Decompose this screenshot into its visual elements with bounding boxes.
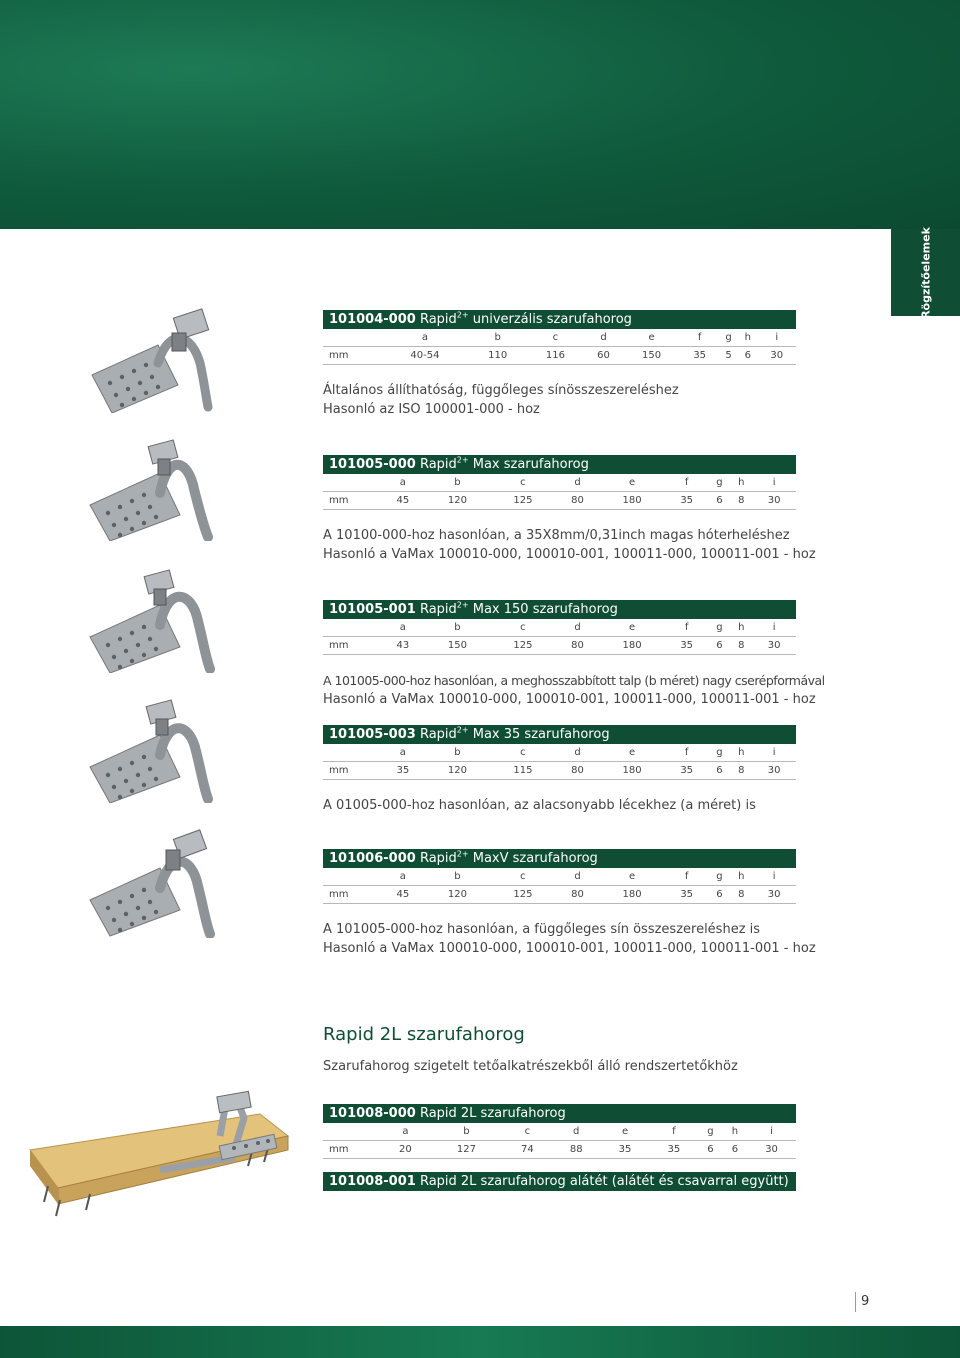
column-header: g: [716, 747, 723, 758]
table-cell: 6: [716, 889, 723, 900]
table-cell: 74: [521, 1144, 534, 1155]
column-header: e: [629, 477, 636, 488]
column-header: h: [738, 477, 745, 488]
table-cell: 35: [618, 1144, 632, 1155]
column-header: e: [629, 747, 636, 758]
column-header: d: [574, 871, 581, 882]
table-cell: 60: [597, 350, 610, 361]
table-cell: 40-54: [410, 350, 440, 361]
column-header: b: [454, 747, 461, 758]
table-row-values: [323, 886, 796, 904]
product-name-superscript: 2+: [456, 849, 469, 859]
rapid-2l-hook-on-board-image: [20, 1088, 300, 1233]
column-header: d: [574, 477, 581, 488]
dimension-table: [323, 1123, 796, 1159]
product-code: 101005-003: [329, 727, 416, 742]
dimension-table: [323, 474, 796, 510]
product-header: [323, 310, 796, 329]
rafter-hook-image-4: [88, 695, 218, 803]
table-cell: 8: [738, 640, 745, 651]
table-cell: 30: [770, 350, 784, 361]
product-header: [323, 600, 796, 619]
unit-cell: mm: [329, 1144, 349, 1155]
footer-banner: [0, 1326, 960, 1358]
table-cell: 80: [571, 765, 584, 776]
product-block-101008-000: [323, 1104, 796, 1159]
unit-cell: mm: [329, 765, 349, 776]
product-name-superscript: 2+: [456, 310, 469, 320]
column-header: h: [738, 622, 745, 633]
column-header: i: [772, 477, 776, 488]
product-name: Rapid: [419, 602, 457, 617]
table-cell: [323, 619, 381, 637]
product-block-101005-001: [323, 600, 796, 655]
product-name-suffix: univerzális szarufahorog: [472, 312, 632, 327]
rafter-hook-image-3: [88, 565, 218, 673]
column-header: g: [725, 332, 732, 343]
table-cell: 43: [396, 640, 410, 651]
column-header: d: [574, 747, 581, 758]
table-cell: 110: [488, 350, 508, 361]
dimension-table: [323, 744, 796, 780]
table-cell: 35: [680, 640, 694, 651]
product-name-suffix: MaxV szarufahorog: [472, 851, 598, 866]
table-cell: 45: [396, 495, 410, 506]
product-block-101006-000: [323, 849, 796, 904]
product-name-superscript: 2+: [456, 725, 469, 735]
table-cell: 30: [767, 640, 781, 651]
table-cell: 8: [738, 765, 745, 776]
rafter-hook-image-2: [88, 433, 218, 541]
table-row-values: [323, 492, 796, 510]
table-cell: [323, 868, 381, 886]
column-header: f: [684, 477, 689, 488]
column-header: g: [716, 871, 723, 882]
table-cell: 116: [545, 350, 565, 361]
dimension-table: [323, 329, 796, 365]
table-cell: 6: [744, 350, 751, 361]
column-header: a: [402, 1126, 409, 1137]
column-header: i: [772, 747, 776, 758]
table-cell: 150: [447, 640, 467, 651]
column-header: e: [621, 1126, 629, 1137]
product-name: Rapid 2L szarufahorog alátét (alátét és csavarral együtt): [419, 1174, 789, 1189]
table-cell: 6: [716, 495, 723, 506]
table-cell: 180: [622, 640, 642, 651]
chapter-tab-label: Rögzítőelemek: [919, 226, 932, 319]
table-row-header: [323, 619, 796, 637]
column-header: c: [552, 332, 559, 343]
unit-cell: mm: [329, 495, 349, 506]
product-note: A 101005-000-hoz hasonlóan, a függőleges sín összeszereléshez is: [323, 922, 761, 937]
product-code: 101006-000: [329, 851, 416, 866]
table-cell: 80: [571, 640, 584, 651]
table-cell: 125: [513, 889, 533, 900]
table-cell: 120: [447, 889, 467, 900]
table-row-header: [323, 1123, 796, 1141]
product-name: Rapid 2L szarufahorog: [419, 1106, 566, 1121]
section-subtitle: Szarufahorog szigetelt tetőalkatrészekből álló rendszertetőkhöz: [323, 1059, 738, 1074]
column-header: c: [520, 871, 526, 882]
table-row-values: [323, 347, 796, 365]
product-note: A 101005-000-hoz hasonlóan, a meghosszabbított talp (b méret) nagy cserépformával: [323, 673, 825, 688]
dimension-table: [323, 619, 796, 655]
table-row-values: [323, 762, 796, 780]
column-header: f: [672, 1126, 676, 1137]
product-name: Rapid: [419, 312, 457, 327]
column-header: a: [399, 622, 406, 633]
chapter-tab[interactable]: [891, 226, 960, 319]
product-name: Rapid: [419, 851, 457, 866]
table-cell: 6: [731, 1144, 739, 1155]
table-cell: 80: [571, 889, 584, 900]
column-header: i: [775, 332, 779, 343]
dimension-table: [323, 868, 796, 904]
column-header: h: [731, 1126, 739, 1137]
table-cell: 30: [767, 765, 781, 776]
table-cell: 120: [447, 495, 467, 506]
product-note: Hasonló a VaMax 100010-000, 100010-001, 100011-000, 100011-001 - hoz: [323, 547, 816, 562]
column-header: b: [454, 871, 461, 882]
table-row-header: [323, 329, 796, 347]
table-cell: 80: [571, 495, 584, 506]
product-name-superscript: 2+: [456, 455, 469, 465]
unit-cell: mm: [329, 350, 349, 361]
column-header: d: [600, 332, 607, 343]
rafter-hook-image-5: [88, 828, 218, 938]
column-header: f: [697, 332, 702, 343]
product-header: [323, 725, 796, 744]
column-header: a: [421, 332, 428, 343]
rafter-hook-image-1: [88, 305, 218, 413]
table-cell: [323, 1123, 381, 1141]
table-cell: 6: [707, 1144, 714, 1155]
column-header: c: [520, 477, 526, 488]
column-header: b: [454, 477, 461, 488]
table-cell: 35: [680, 889, 694, 900]
unit-cell: mm: [329, 640, 349, 651]
table-cell: 180: [622, 765, 642, 776]
table-cell: 125: [513, 495, 533, 506]
column-header: f: [684, 622, 689, 633]
column-header: e: [648, 332, 655, 343]
page-number: 9: [855, 1292, 869, 1312]
column-header: b: [454, 622, 461, 633]
product-block-101004-000: [323, 310, 796, 365]
table-cell: 6: [716, 765, 723, 776]
table-cell: 20: [399, 1144, 412, 1155]
column-header: c: [520, 747, 526, 758]
product-code: 101008-001: [329, 1174, 416, 1189]
table-row-header: [323, 744, 796, 762]
table-cell: 30: [765, 1144, 778, 1155]
table-cell: 120: [447, 765, 467, 776]
column-header: a: [399, 477, 406, 488]
unit-cell: mm: [329, 889, 349, 900]
column-header: e: [629, 871, 636, 882]
table-cell: 30: [767, 495, 781, 506]
column-header: h: [738, 871, 745, 882]
product-header: [323, 455, 796, 474]
table-cell: 35: [667, 1144, 681, 1155]
column-header: g: [716, 622, 723, 633]
table-row-values: [323, 637, 796, 655]
table-cell: 125: [513, 640, 533, 651]
product-name: Rapid: [419, 727, 457, 742]
table-cell: 88: [569, 1144, 583, 1155]
table-cell: 35: [680, 765, 694, 776]
product-note: A 10100-000-hoz hasonlóan, a 35X8mm/0,31inch magas hóterheléshez: [323, 528, 790, 543]
product-name: Rapid: [419, 457, 457, 472]
table-cell: 127: [456, 1144, 476, 1155]
product-note: A 01005-000-hoz hasonlóan, az alacsonyabb lécekhez (a méret) is: [323, 798, 756, 813]
table-cell: 115: [513, 765, 533, 776]
product-name-suffix: Max szarufahorog: [472, 457, 589, 472]
column-header: g: [707, 1126, 714, 1137]
header-banner: [0, 0, 960, 229]
table-cell: 35: [693, 350, 707, 361]
table-cell: 8: [738, 889, 745, 900]
section-title: Rapid 2L szarufahorog: [323, 1024, 525, 1045]
table-row-header: [323, 868, 796, 886]
column-header: b: [494, 332, 501, 343]
product-code: 101005-000: [329, 457, 416, 472]
column-header: d: [574, 622, 581, 633]
product-block-101005-000: [323, 455, 796, 510]
product-note: Hasonló az ISO 100001-000 - hoz: [323, 402, 540, 417]
product-block-101005-003: [323, 725, 796, 780]
column-header: a: [399, 747, 406, 758]
product-name-superscript: 2+: [456, 600, 469, 610]
product-block-101008-001: [323, 1172, 796, 1191]
table-cell: [323, 474, 381, 492]
column-header: f: [684, 747, 689, 758]
product-note: Általános állíthatóság, függőleges sínösszeszereléshez: [323, 383, 679, 398]
column-header: i: [770, 1126, 773, 1137]
column-header: e: [629, 622, 636, 633]
column-header: b: [463, 1126, 470, 1137]
product-name-suffix: Max 35 szarufahorog: [472, 727, 610, 742]
column-header: g: [716, 477, 723, 488]
product-code: 101008-000: [329, 1106, 416, 1121]
table-cell: 180: [622, 889, 642, 900]
column-header: i: [772, 622, 776, 633]
table-cell: 8: [738, 495, 745, 506]
table-row-header: [323, 474, 796, 492]
column-header: c: [520, 622, 526, 633]
table-cell: 35: [680, 495, 694, 506]
table-cell: 45: [396, 889, 410, 900]
table-cell: 6: [716, 640, 723, 651]
table-row-values: [323, 1141, 796, 1159]
product-note: Hasonló a VaMax 100010-000, 100010-001, 100011-000, 100011-001 - hoz: [323, 941, 816, 956]
product-code: 101004-000: [329, 312, 416, 327]
column-header: i: [772, 871, 776, 882]
product-header: [323, 1172, 796, 1191]
product-code: 101005-001: [329, 602, 416, 617]
product-header: [323, 849, 796, 868]
table-cell: 180: [622, 495, 642, 506]
product-name-suffix: Max 150 szarufahorog: [472, 602, 618, 617]
product-note: Hasonló a VaMax 100010-000, 100010-001, 100011-000, 100011-001 - hoz: [323, 692, 816, 707]
column-header: f: [684, 871, 689, 882]
table-cell: 35: [396, 765, 410, 776]
table-cell: [323, 744, 381, 762]
column-header: d: [573, 1126, 580, 1137]
table-cell: 5: [725, 350, 732, 361]
column-header: h: [744, 332, 751, 343]
table-cell: [323, 329, 381, 347]
column-header: a: [399, 871, 406, 882]
table-cell: 30: [767, 889, 781, 900]
product-header: [323, 1104, 796, 1123]
column-header: c: [524, 1126, 531, 1137]
column-header: h: [738, 747, 745, 758]
table-cell: 150: [642, 350, 662, 361]
